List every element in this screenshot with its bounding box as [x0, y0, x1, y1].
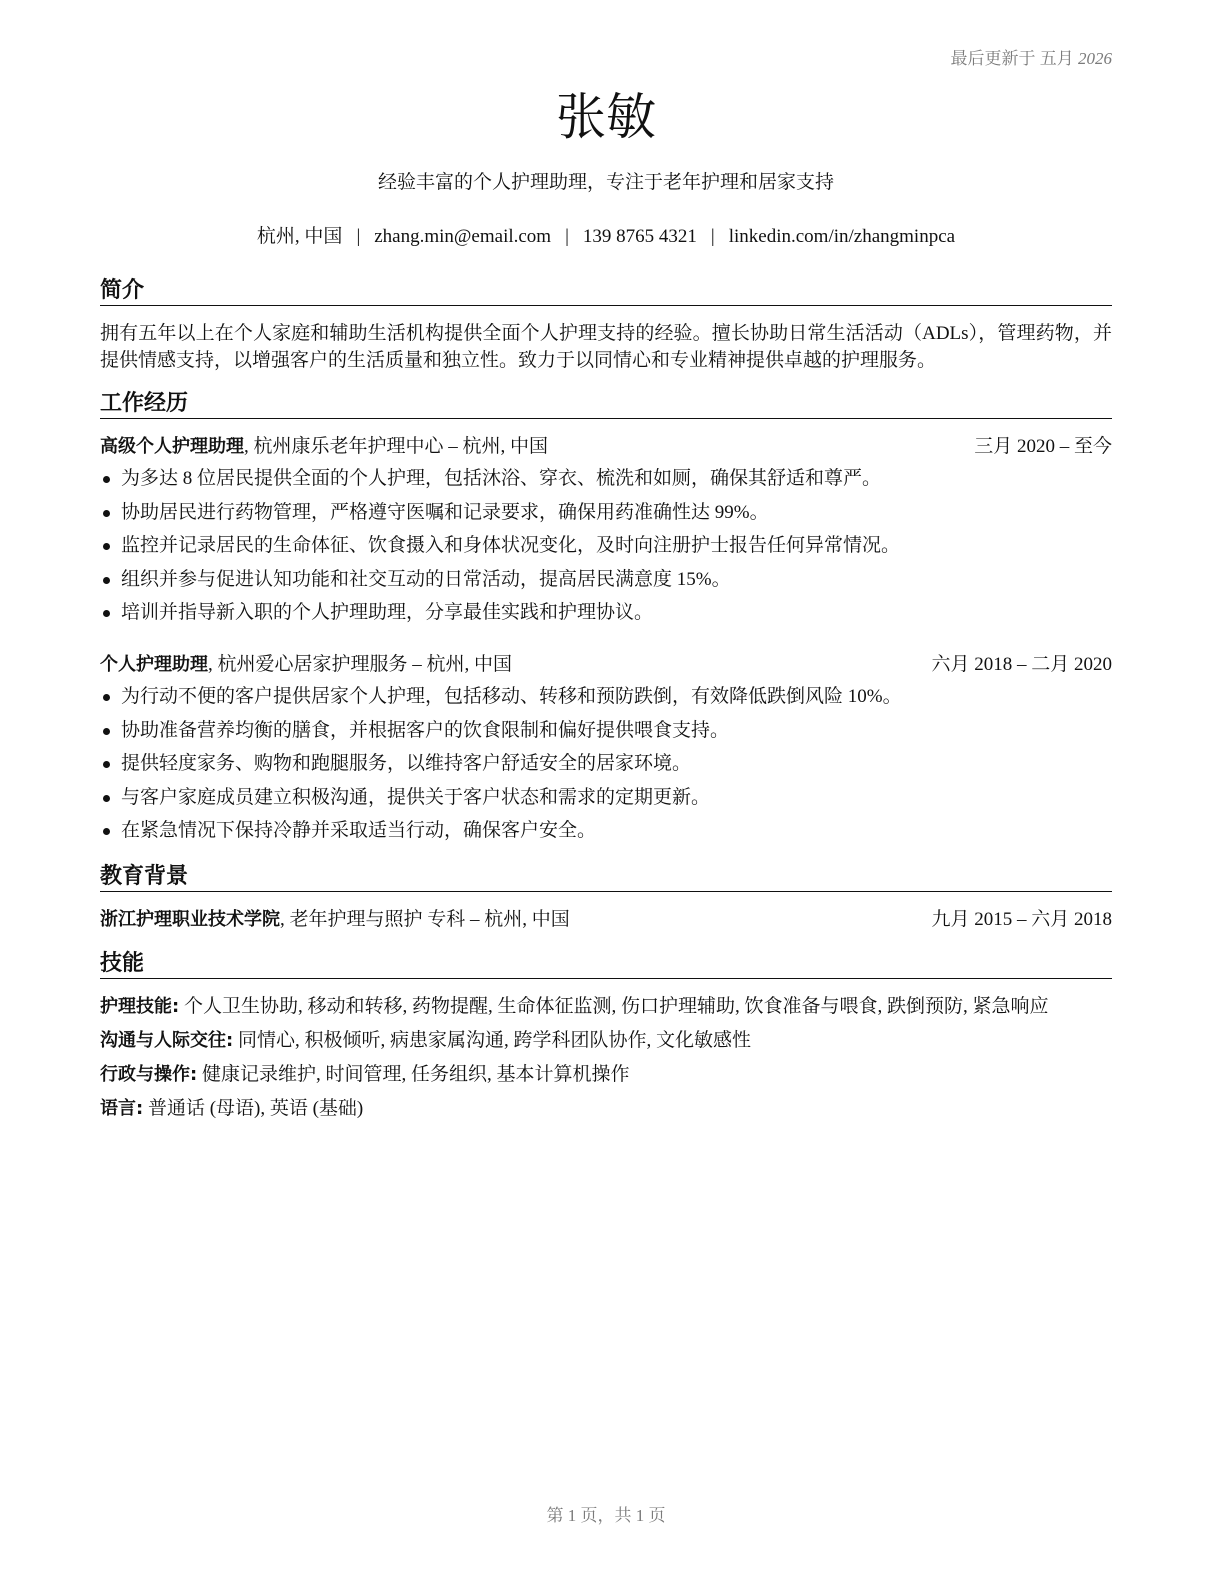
page-number: 第 1 页，共 1 页	[546, 1506, 666, 1525]
skill-label: 行政与操作:	[100, 1064, 198, 1085]
last-updated: 最后更新于 五月 2026	[950, 49, 1112, 68]
education-dates: 九月 2015 – 六月 2018	[931, 909, 1112, 930]
skill-value: 普通话 (母语), 英语 (基础)	[143, 1098, 364, 1119]
job-dates: 六月 2018 – 二月 2020	[931, 654, 1112, 675]
list-item: 提供轻度家务、购物和跑腿服务，以维持客户舒适安全的居家环境。	[100, 747, 1112, 781]
skill-value: 健康记录维护, 时间管理, 任务组织, 基本计算机操作	[197, 1064, 630, 1085]
job-role: 个人护理助理	[100, 654, 208, 675]
section-title-experience: 工作经历	[100, 390, 1112, 419]
education-school: 浙江护理职业技术学院	[100, 909, 280, 930]
education-entry	[100, 907, 1112, 933]
skill-label: 语言:	[100, 1098, 144, 1119]
contact-line	[100, 224, 1112, 250]
list-item: 组织并参与促进认知功能和社交互动的日常活动，提高居民满意度 15%。	[100, 563, 1112, 597]
last-updated-year: 2026	[1078, 49, 1112, 68]
skill-row	[100, 1062, 1112, 1088]
contact-separator: |	[710, 226, 715, 247]
list-item: 协助居民进行药物管理，严格遵守医嘱和记录要求，确保用药准确性达 99%。	[100, 496, 1112, 530]
skill-label: 护理技能:	[100, 996, 180, 1017]
contact-separator: |	[565, 226, 569, 247]
contact-location: 杭州, 中国	[256, 226, 343, 247]
skill-row	[100, 1028, 1112, 1054]
skill-value: 个人卫生协助, 移动和转移, 药物提醒, 生命体征监测, 伤口护理辅助, 饮食准备与喂食, 跌倒预防, 紧急响应	[179, 996, 1049, 1017]
education-detail: , 老年护理与照护 专科 – 杭州, 中国	[280, 909, 570, 930]
contact-phone[interactable]: 139 8765 4321	[582, 226, 697, 247]
summary-text: 拥有五年以上在个人家庭和辅助生活机构提供全面个人护理支持的经验。擅长协助日常生活活动（ADLs），管理药物，并提供情感支持，以增强客户的生活质量和独立性。致力于以同情心和专业精神提供卓越的护理服务。	[100, 323, 1112, 371]
skill-row	[100, 1096, 1112, 1122]
contact-email[interactable]: zhang.min@email.com	[374, 226, 552, 247]
job-bullets	[100, 462, 1112, 630]
skill-row	[100, 994, 1112, 1020]
list-item: 与客户家庭成员建立积极沟通，提供关于客户状态和需求的定期更新。	[100, 781, 1112, 815]
job-header	[100, 652, 1112, 678]
list-item: 为多达 8 位居民提供全面的个人护理，包括沐浴、穿衣、梳洗和如厕，确保其舒适和尊严。	[100, 462, 1112, 496]
job-header	[100, 434, 1112, 460]
section-title-summary: 简介	[100, 277, 1112, 306]
candidate-name: 张敏	[556, 88, 656, 146]
list-item: 协助准备营养均衡的膳食，并根据客户的饮食限制和偏好提供喂食支持。	[100, 714, 1112, 748]
job-role: 高级个人护理助理	[100, 436, 244, 457]
job-org: , 杭州爱心居家护理服务 – 杭州, 中国	[208, 654, 513, 675]
headline: 经验丰富的个人护理助理，专注于老年护理和居家支持	[377, 172, 834, 193]
list-item: 培训并指导新入职的个人护理助理，分享最佳实践和护理协议。	[100, 596, 1112, 630]
job-dates: 三月 2020 – 至今	[974, 436, 1112, 457]
contact-separator: |	[356, 226, 361, 247]
job-bullets	[100, 680, 1112, 848]
skill-value: 同情心, 积极倾听, 病患家属沟通, 跨学科团队协作, 文化敏感性	[233, 1030, 751, 1051]
section-title-skills: 技能	[100, 950, 1112, 979]
section-title-education: 教育背景	[100, 863, 1112, 892]
contact-linkedin[interactable]: linkedin.com/in/zhangminpca	[728, 226, 956, 247]
resume-page	[100, 0, 1112, 1584]
job-org: , 杭州康乐老年护理中心 – 杭州, 中国	[244, 436, 549, 457]
list-item: 在紧急情况下保持冷静并采取适当行动，确保客户安全。	[100, 814, 1112, 848]
list-item: 为行动不便的客户提供居家个人护理，包括移动、转移和预防跌倒，有效降低跌倒风险 10%。	[100, 680, 1112, 714]
skill-label: 沟通与人际交往:	[100, 1030, 234, 1051]
list-item: 监控并记录居民的生命体征、饮食摄入和身体状况变化，及时向注册护士报告任何异常情况。	[100, 529, 1112, 563]
